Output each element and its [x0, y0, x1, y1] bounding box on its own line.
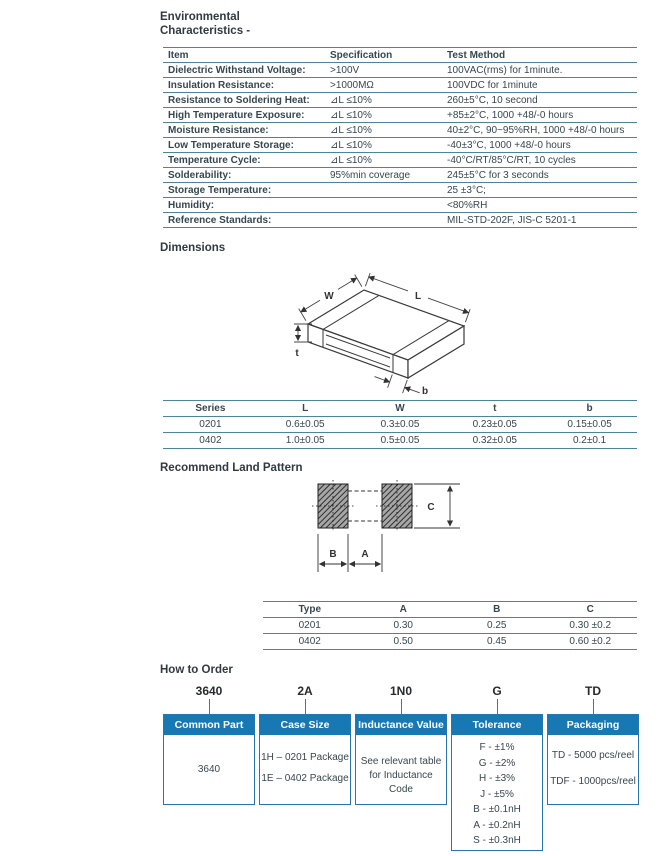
order-box-header: Packaging	[548, 715, 638, 735]
order-code-tolerance: G	[492, 684, 502, 698]
how-to-order-title: How to Order	[160, 664, 233, 676]
env-col-item: Item	[168, 49, 189, 61]
order-box-tolerance	[451, 714, 543, 851]
order-box-body: 1H – 0201 Package 1E – 0402 Package	[261, 752, 349, 784]
env-col-spec: Specification	[330, 49, 393, 61]
land-pattern-drawing	[298, 476, 473, 576]
order-box-common-part	[163, 714, 255, 805]
dimensions-table	[163, 400, 637, 449]
order-code-inductance: 1N0	[389, 684, 412, 698]
order-box-header: Tolerance	[452, 715, 542, 735]
order-box-header: Inductance Value	[356, 715, 446, 735]
order-connector	[401, 699, 402, 714]
order-box-case-size	[259, 714, 351, 805]
dim-b	[375, 375, 420, 394]
dims-header-row: Series L W t b	[163, 400, 637, 416]
table-row: 0402 1.0±0.05 0.5±0.05 0.32±0.05 0.2±0.1	[163, 432, 637, 448]
chip-3d-drawing	[268, 252, 498, 398]
order-box-body: 3640	[197, 764, 221, 775]
table-row: Solderability: 95%min coverage 245±5°C for 3 seconds	[163, 167, 637, 182]
dim-label-L: L	[414, 291, 422, 302]
env-title-line2: Characteristics -	[160, 25, 251, 37]
table-row: Storage Temperature: 25 ±3°C;	[163, 182, 637, 197]
table-row: Reference Standards: MIL-STD-202F, JIS-C 5201-1	[163, 212, 637, 227]
dim-B-A	[318, 534, 382, 572]
order-connector	[305, 699, 306, 714]
dim-label-B: B	[329, 549, 337, 560]
land-header-row: Type A B C	[263, 601, 637, 617]
order-box-body: See relevant table for Inductance Code	[360, 756, 442, 795]
order-code-case: 2A	[297, 684, 313, 698]
order-box-body: F - ±1% G - ±2% H - ±3% J - ±5% B - ±0.1nH A - ±0.2nH S - ±0.3nH	[473, 742, 521, 846]
table-row: 0201 0.6±0.05 0.3±0.05 0.23±0.05 0.15±0.05	[163, 416, 637, 432]
table-row: 0201 0.30 0.25 0.30 ±0.2	[263, 617, 637, 633]
order-code-packaging: TD	[585, 684, 601, 698]
table-row: Dielectric Withstand Voltage: >100V 100VAC(rms) for 1minute.	[163, 62, 637, 77]
dim-label-W: W	[324, 291, 334, 302]
table-row: Low Temperature Storage: ⊿L ≤10% -40±3°C, 1000 +48/-0 hours	[163, 137, 637, 152]
order-box-header: Common Part	[164, 715, 254, 735]
dim-label-C: C	[427, 502, 435, 513]
dim-label-b: b	[422, 386, 429, 397]
environmental-table	[163, 47, 637, 228]
table-row: Moisture Resistance: ⊿L ≤10% 40±2°C, 90~95%RH, 1000 +48/-0 hours	[163, 122, 637, 137]
table-row: Resistance to Soldering Heat: ⊿L ≤10% 260±5°C, 10 second	[163, 92, 637, 107]
dim-label-A: A	[361, 549, 369, 560]
chip-body	[308, 290, 464, 378]
env-col-method: Test Method	[447, 49, 506, 61]
env-title-line1: Environmental	[160, 11, 240, 23]
dim-C	[414, 484, 460, 528]
table-row: Temperature Cycle: ⊿L ≤10% -40°C/RT/85°C/RT, 10 cycles	[163, 152, 637, 167]
order-code-common: 3640	[195, 684, 223, 698]
dim-label-t: t	[295, 348, 299, 359]
table-row: High Temperature Exposure: ⊿L ≤10% +85±2°C, 1000 +48/-0 hours	[163, 107, 637, 122]
land-pattern-table	[263, 601, 637, 650]
order-connector	[209, 699, 210, 714]
env-section-title	[160, 10, 250, 38]
order-connector	[593, 699, 594, 714]
dimensions-title: Dimensions	[160, 242, 226, 254]
env-header-row	[163, 47, 637, 62]
table-row: Insulation Resistance: >1000MΩ 100VDC for 1minute	[163, 77, 637, 92]
table-row: Humidity: <80%RH	[163, 197, 637, 212]
order-box-header: Case Size	[260, 715, 350, 735]
order-box-packaging	[547, 714, 639, 805]
order-connector	[497, 699, 498, 714]
table-row: 0402 0.50 0.45 0.60 ±0.2	[263, 633, 637, 649]
order-box-body: TD - 5000 pcs/reel TDF - 1000pcs/reel	[550, 750, 636, 787]
order-box-inductance-value	[355, 714, 447, 805]
land-pattern-title: Recommend Land Pattern	[160, 462, 303, 474]
